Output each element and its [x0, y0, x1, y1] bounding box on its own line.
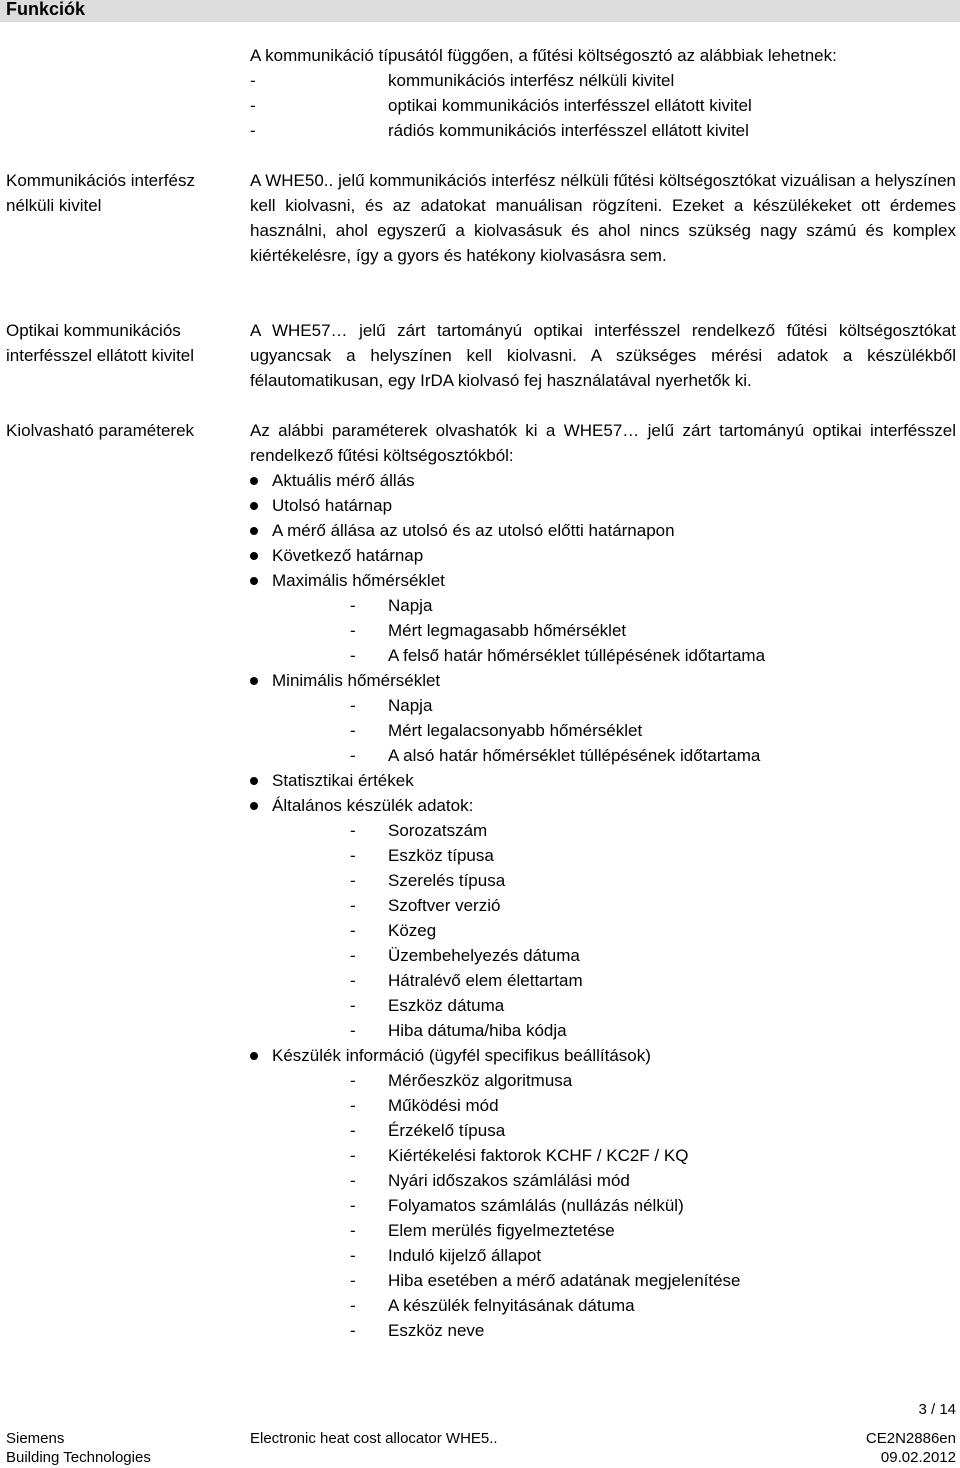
- param-subitem: - Hátralévő elem élettartam: [250, 968, 956, 993]
- param-subitem: - A készülék felnyitásának dátuma: [250, 1293, 956, 1318]
- param-subitem-label: Mért legalacsonyabb hőmérséklet: [388, 721, 643, 740]
- params-section: [250, 418, 956, 1343]
- param-subitem-label: A készülék felnyitásának dátuma: [388, 1296, 635, 1315]
- param-subitem-label: Induló kijelző állapot: [388, 1246, 542, 1265]
- param-item: [250, 668, 956, 693]
- param-subitem: - Eszköz típusa: [250, 843, 956, 868]
- param-item: [250, 793, 956, 818]
- bullet-icon: [250, 477, 258, 485]
- param-subitem-label: Működési mód: [388, 1096, 499, 1115]
- param-subitem-label: Kiértékelési faktorok KCHF / KC2F / KQ: [388, 1146, 689, 1165]
- param-subitem-label: Folyamatos számlálás (nullázás nélkül): [388, 1196, 684, 1215]
- param-label: Utolsó határnap: [272, 496, 393, 515]
- param-subitem: - Elem merülés figyelmeztetése: [250, 1218, 956, 1243]
- param-label: Általános készülék adatok:: [272, 796, 474, 815]
- param-subitem-label: Szoftver verzió: [388, 896, 501, 915]
- param-item: [250, 468, 956, 493]
- side-label-readable-params: Kiolvasható paraméterek: [6, 421, 195, 440]
- param-subitem: - Folyamatos számlálás (nullázás nélkül): [250, 1193, 956, 1218]
- param-subitem: - Kiértékelési faktorok KCHF / KC2F / KQ: [250, 1143, 956, 1168]
- bullet-icon: [250, 502, 258, 510]
- footer-doc-code: CE2N2886en: [865, 1430, 956, 1447]
- footer-company-line1: Siemens: [6, 1430, 65, 1447]
- param-subitem: - Érzékelő típusa: [250, 1118, 956, 1143]
- param-subitem: - Működési mód: [250, 1093, 956, 1118]
- param-subitem: - Hiba esetében a mérő adatának megjelenítése: [250, 1268, 956, 1293]
- param-subitem-label: Hiba dátuma/hiba kódja: [388, 1021, 567, 1040]
- param-item: [250, 1043, 956, 1068]
- footer-doc-title: Electronic heat cost allocator WHE5..: [250, 1430, 498, 1447]
- param-subitem: - Szoftver verzió: [250, 893, 956, 918]
- param-label: Készülék információ (ügyfél specifikus beállítások): [272, 1046, 651, 1065]
- param-subitem: - Induló kijelző állapot: [250, 1243, 956, 1268]
- intro-item: - optikai kommunikációs interfésszel ellátott kivitel: [250, 96, 752, 115]
- param-subitem-label: Napja: [388, 696, 433, 715]
- side-label-no-interface: Kommunikációs interfész nélküli kivitel: [6, 171, 195, 215]
- param-subitem: - Nyári időszakos számlálási mód: [250, 1168, 956, 1193]
- whe57-paragraph: A WHE57… jelű zárt tartományú optikai interfésszel rendelkező fűtési költségosztókat ugyancsak a helyszínen kell kiolvasni. A szükséges mérési adatok a készülékből félautomatikusan, egy IrDA kiolvasó fej használatával nyerhetők ki.: [250, 321, 956, 390]
- footer-doc-info: [866, 1429, 956, 1467]
- param-subitem-label: A alsó határ hőmérséklet túllépésének időtartama: [388, 746, 761, 765]
- page-number: 3 / 14: [918, 1401, 956, 1418]
- params-intro: Az alábbi paraméterek olvashatók ki a WHE57… jelű zárt tartományú optikai interfésszel rendelkező fűtési költségosztókból:: [250, 421, 956, 465]
- param-subitem: - Napja: [250, 593, 956, 618]
- param-label: Következő határnap: [272, 546, 424, 565]
- param-label: Aktuális mérő állás: [272, 471, 415, 490]
- bullet-icon: [250, 1052, 258, 1060]
- param-subitem-label: Közeg: [388, 921, 437, 940]
- param-subitem: - Szerelés típusa: [250, 868, 956, 893]
- param-subitem-label: Sorozatszám: [388, 821, 488, 840]
- bullet-icon: [250, 777, 258, 785]
- param-subitem: - A felső határ hőmérséklet túllépésének időtartama: [250, 643, 956, 668]
- bullet-icon: [250, 552, 258, 560]
- param-label: A mérő állása az utolsó és az utolsó előtti határnapon: [272, 521, 675, 540]
- param-label: Minimális hőmérséklet: [272, 671, 441, 690]
- param-subitem-label: Elem merülés figyelmeztetése: [388, 1221, 615, 1240]
- param-subitem: - Mérőeszköz algoritmusa: [250, 1068, 956, 1093]
- param-subitem-label: Eszköz dátuma: [388, 996, 505, 1015]
- param-subitem-label: Eszköz neve: [388, 1321, 485, 1340]
- intro-item: - rádiós kommunikációs interfésszel ellátott kivitel: [250, 121, 749, 140]
- param-subitem-label: Nyári időszakos számlálási mód: [388, 1171, 630, 1190]
- param-item: [250, 518, 956, 543]
- param-subitem-label: Hiba esetében a mérő adatának megjelenítése: [388, 1271, 741, 1290]
- param-subitem: - Eszköz neve: [250, 1318, 956, 1343]
- param-subitem-label: Eszköz típusa: [388, 846, 494, 865]
- param-subitem-label: Napja: [388, 596, 433, 615]
- param-subitem: - Napja: [250, 693, 956, 718]
- param-subitem: - Üzembehelyezés dátuma: [250, 943, 956, 968]
- page-number-row: [250, 1397, 956, 1422]
- param-subitem-label: Szerelés típusa: [388, 871, 506, 890]
- footer-company-line2: Building Technologies: [6, 1449, 151, 1466]
- bullet-icon: [250, 577, 258, 585]
- intro-item: - kommunikációs interfész nélküli kivitel: [250, 71, 675, 90]
- param-label: Statisztikai értékek: [272, 771, 414, 790]
- param-subitem: - Mért legmagasabb hőmérséklet: [250, 618, 956, 643]
- param-subitem: - Közeg: [250, 918, 956, 943]
- param-subitem-label: Hátralévő elem élettartam: [388, 971, 583, 990]
- bullet-icon: [250, 527, 258, 535]
- param-subitem: - Mért legalacsonyabb hőmérséklet: [250, 718, 956, 743]
- footer-doc-date: 09.02.2012: [880, 1449, 956, 1466]
- param-subitem: - Sorozatszám: [250, 818, 956, 843]
- param-item: [250, 543, 956, 568]
- params-list: [250, 468, 956, 1343]
- param-subitem: - Hiba dátuma/hiba kódja: [250, 1018, 956, 1043]
- bullet-icon: [250, 802, 258, 810]
- param-label: Maximális hőmérséklet: [272, 571, 445, 590]
- param-subitem-label: Érzékelő típusa: [388, 1121, 506, 1140]
- param-item: [250, 568, 956, 593]
- whe50-paragraph: A WHE50.. jelű kommunikációs interfész nélküli fűtési költségosztókat vizuálisan a helyszínen kell kiolvasni, és az adatokat manuálisan rögzíteni. Ezeket a készülékeket ott érdemes használni, ahol egyszerű a kiolvasásuk és ahol nincs szükség nagy számú és komplex kiértékelésre, így a gyors és hatékony kiolvasásra sem.: [250, 171, 956, 265]
- param-item: [250, 768, 956, 793]
- intro-text: A kommunikáció típusától függően, a fűtési költségosztó az alábbiak lehetnek:: [250, 46, 837, 65]
- footer-company: [6, 1429, 151, 1467]
- param-subitem-label: A felső határ hőmérséklet túllépésének időtartama: [388, 646, 766, 665]
- param-subitem: - A alsó határ hőmérséklet túllépésének időtartama: [250, 743, 956, 768]
- param-subitem-label: Üzembehelyezés dátuma: [388, 946, 580, 965]
- param-subitem-label: Mérőeszköz algoritmusa: [388, 1071, 573, 1090]
- side-label-optical: Optikai kommunikációs interfésszel ellátott kivitel: [6, 321, 195, 365]
- param-subitem: - Eszköz dátuma: [250, 993, 956, 1018]
- param-subitem-label: Mért legmagasabb hőmérséklet: [388, 621, 627, 640]
- intro-section: [250, 43, 956, 143]
- param-item: [250, 493, 956, 518]
- bullet-icon: [250, 677, 258, 685]
- page-heading: Funkciók: [0, 0, 960, 22]
